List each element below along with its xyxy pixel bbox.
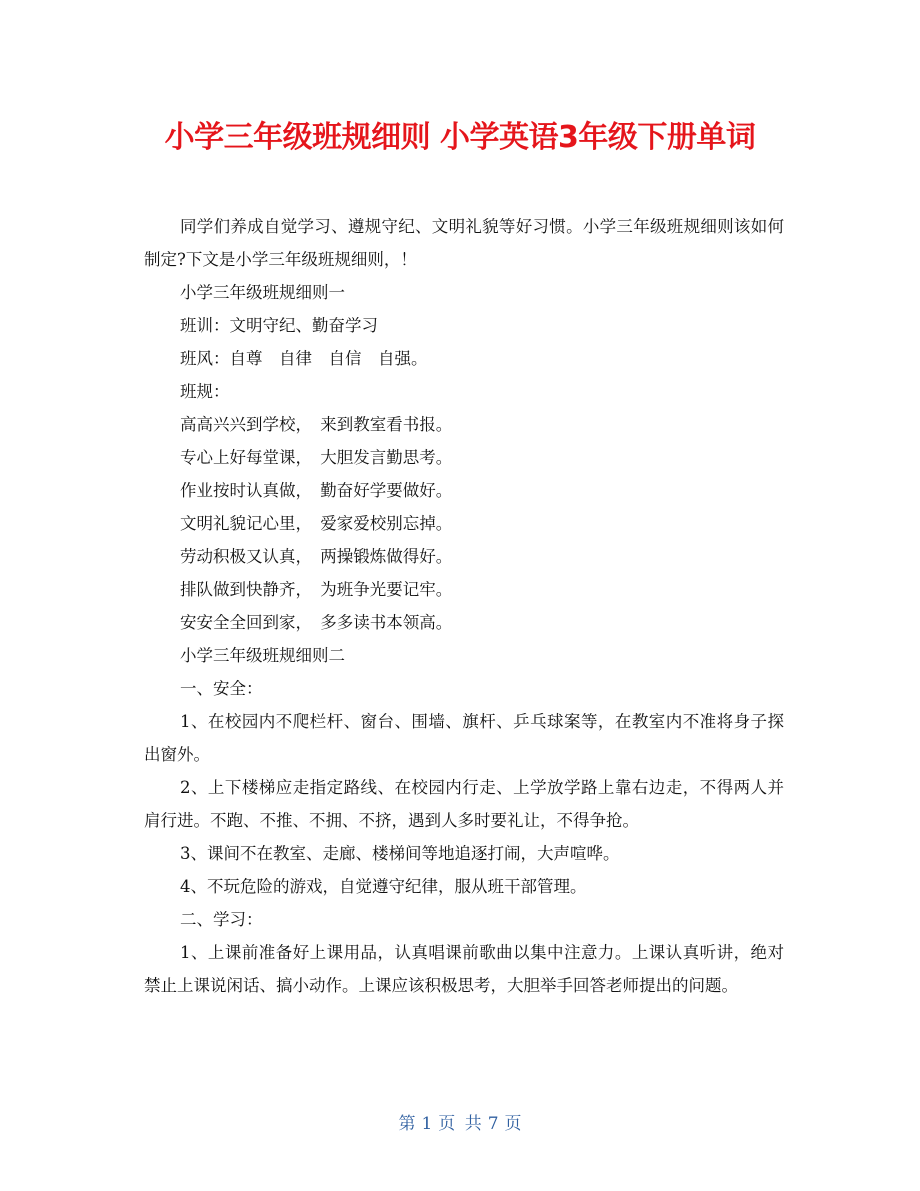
rule-line: 专心上好每堂课， 大胆发言勤思考。 <box>180 448 453 467</box>
document-title: 小学三年级班规细则 小学英语3年级下册单词 <box>164 120 756 155</box>
paragraph: 班规： <box>180 382 230 401</box>
page-footer <box>0 1112 920 1136</box>
intro-paragraph: 同学们养成自觉学习、遵规守纪、文明礼貌等好习惯。小学三年级班规细则该如何制定?下文是小学三年级班规细则，！ <box>144 217 784 269</box>
rule-line: 文明礼貌记心里， 爱家爱校别忘掉。 <box>180 514 453 533</box>
subsection-heading: 二、学习： <box>180 910 263 929</box>
total-pages-number: 7 <box>487 1114 499 1134</box>
paragraph: 3、课间不在教室、走廊、楼梯间等地追逐打闹，大声喧哗。 <box>180 844 620 863</box>
rule-line: 作业按时认真做， 勤奋好学要做好。 <box>180 481 453 500</box>
paragraph: 班风：自尊 自律 自信 自强。 <box>180 349 428 368</box>
rule-line: 劳动积极又认真， 两操锻炼做得好。 <box>180 547 453 566</box>
rule-line: 安安全全回到家， 多多读书本领高。 <box>180 613 453 632</box>
paragraph: 班训：文明守纪、勤奋学习 <box>180 316 378 335</box>
paragraph: 1、在校园内不爬栏杆、窗台、围墙、旗杆、乒乓球案等，在教室内不准将身子探出窗外。 <box>144 712 784 764</box>
current-page-number: 1 <box>421 1114 433 1134</box>
paragraph: 2、上下楼梯应走指定路线、在校园内行走、上学放学路上靠右边走，不得两人并肩行进。不跑、不推、不拥、不挤，遇到人多时要礼让，不得争抢。 <box>144 778 784 830</box>
subsection-heading: 一、安全： <box>180 679 263 698</box>
footer-mid: 页 共 <box>438 1114 482 1134</box>
document-body <box>144 210 784 1002</box>
paragraph: 1、上课前准备好上课用品，认真唱课前歌曲以集中注意力。上课认真听讲，绝对禁止上课说闲话、搞小动作。上课应该积极思考，大胆举手回答老师提出的问题。 <box>144 943 784 995</box>
rule-line: 排队做到快静齐， 为班争光要记牢。 <box>180 580 453 599</box>
rule-line: 高高兴兴到学校， 来到教室看书报。 <box>180 415 453 434</box>
footer-prefix: 第 <box>398 1114 416 1134</box>
section-heading: 小学三年级班规细则一 <box>180 283 345 302</box>
paragraph: 4、不玩危险的游戏，自觉遵守纪律，服从班干部管理。 <box>180 877 587 896</box>
section-heading: 小学三年级班规细则二 <box>180 646 345 665</box>
footer-suffix: 页 <box>504 1114 522 1134</box>
